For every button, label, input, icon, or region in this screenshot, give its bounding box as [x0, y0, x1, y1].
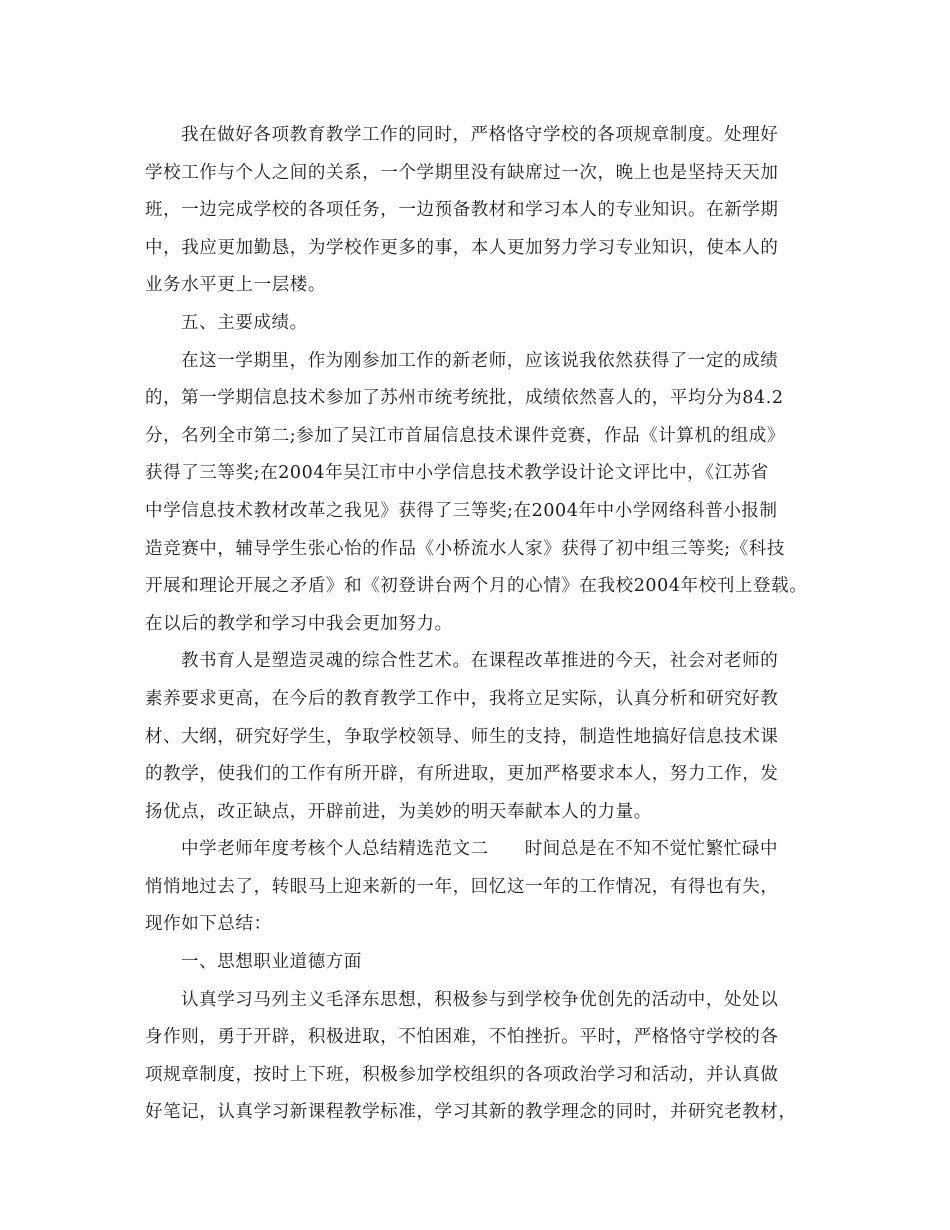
paragraph-line: 素养要求更高，在今后的教育教学工作中，我将立足实际，认真分析和研究好教: [145, 688, 779, 709]
paragraph-line: 认真学习马列主义毛泽东思想，积极参与到学校争优创先的活动中，处处以: [181, 989, 779, 1010]
paragraph-line: 学校工作与个人之间的关系，一个学期里没有缺席过一次，晚上也是坚持天天加: [145, 162, 779, 183]
paragraph-line: 开展和理论开展之矛盾》和《初登讲台两个月的心情》在我校2004年校刊上登载。: [145, 576, 808, 597]
paragraph-line: 我在做好各项教育教学工作的同时，严格恪守学校的各项规章制度。处理好: [181, 125, 779, 145]
paragraph-line: 中学信息技术教材改革之我见》获得了三等奖;在2004年中小学网络科普小报制: [145, 500, 778, 521]
paragraph-line: [145, 831, 835, 869]
paragraph-line: 悄悄地过去了，转眼马上迎来新的一年，回忆这一年的工作情况，有得也有失，: [145, 876, 779, 897]
paragraph-line: 分，名列全市第二;参加了吴江市首届信息技术课件竞赛，作品《计算机的组成》: [145, 425, 785, 446]
paragraph-line: 好笔记，认真学习新课程教学标准，学习其新的教学理念的同时，并研究老教材，: [145, 1102, 797, 1123]
article-title: 中学老师年度考核个人总结精选范文二: [181, 839, 489, 860]
paragraph-line: 在以后的教学和学习中我会更加努力。: [145, 613, 453, 634]
document-body: [145, 117, 835, 1132]
section-heading: 五、主要成绩。: [181, 312, 308, 333]
paragraph-line: 的教学，使我们的工作有所开辟，有所进取，更加严格要求本人，努力工作，发: [145, 764, 779, 785]
paragraph-line: 在这一学期里，作为刚参加工作的新老师，应该说我依然获得了一定的成绩: [181, 350, 779, 371]
paragraph-line: 的，第一学期信息技术参加了苏州市统考统批，成绩依然喜人的，平均分为84.2: [145, 388, 784, 409]
paragraph-line: 现作如下总结：: [145, 914, 272, 935]
paragraph-line: 班，一边完成学校的各项任务，一边预备教材和学习本人的专业知识。在新学期: [145, 200, 779, 221]
paragraph-line: 中，我应更加勤恳，为学校作更多的事，本人更加努力学习专业知识，使本人的: [145, 237, 779, 258]
paragraph-line: 身作则，勇于开辟，积极进取，不怕困难，不怕挫折。平时，严格恪守学校的各: [145, 1027, 779, 1048]
paragraph-line: 扬优点，改正缺点，开辟前进，为美妙的明天奉献本人的力量。: [145, 801, 652, 822]
paragraph-line: 造竞赛中，辅导学生张心怡的作品《小桥流水人家》获得了初中组三等奖;《科技: [145, 538, 785, 559]
paragraph-line: 材、大纲，研究好学生，争取学校领导、师生的支持，制造性地搞好信息技术课: [145, 726, 779, 747]
paragraph-line: 业务水平更上一层楼。: [145, 275, 326, 296]
paragraph-text: 时间总是在不知不觉忙繁忙碌中: [524, 839, 779, 860]
paragraph-line: 教书育人是塑造灵魂的综合性艺术。在课程改革推进的今天，社会对老师的: [181, 651, 779, 672]
paragraph-line: 项规章制度，按时上下班，积极参加学校组织的各项政治学习和活动，并认真做: [145, 1064, 779, 1085]
section-heading: 一、思想职业道德方面: [181, 952, 362, 973]
paragraph-line: 获得了三等奖;在2004年吴江市中小学信息技术教学设计论文评比中，《江苏省: [145, 463, 769, 484]
